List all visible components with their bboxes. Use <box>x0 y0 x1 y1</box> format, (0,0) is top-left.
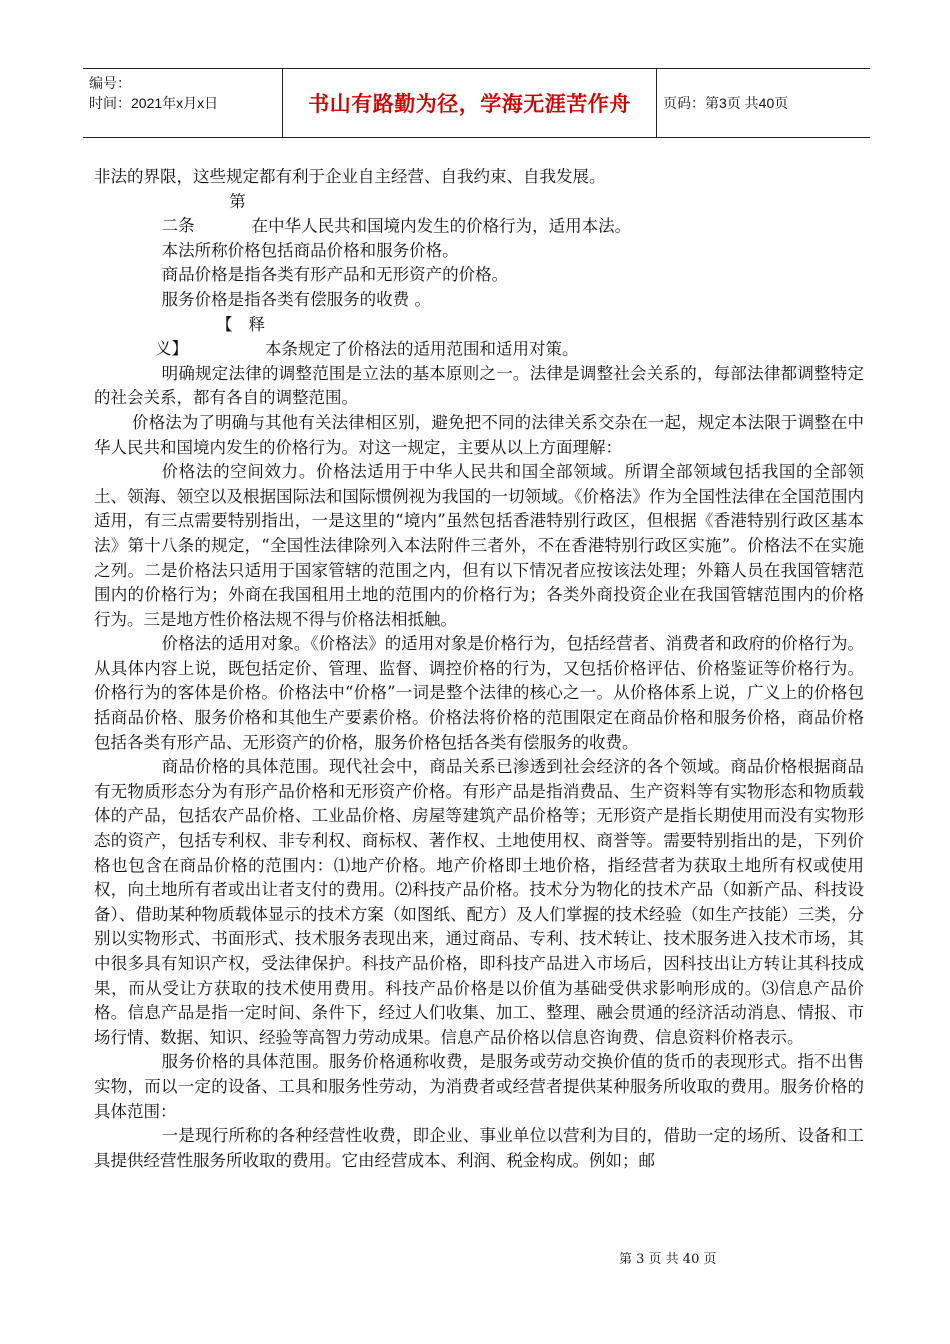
serial-label: 编号： <box>89 75 131 91</box>
article-paragraph <box>94 190 864 239</box>
header-motto: 书山有路勤为径，学海无涯苦作舟 <box>283 69 657 137</box>
paragraph: 非法的界限，这些规定都有利于企业自主经营、自我约束、自我发展。 <box>94 167 606 186</box>
article-text: 在中华人民共和国境内发生的价格行为，适用本法。 <box>251 216 632 236</box>
header-meta <box>83 69 283 137</box>
document-body <box>94 165 864 1173</box>
interpretation-paragraph <box>94 313 864 362</box>
paragraph: 商品价格的具体范围。现代社会中，商品关系已渗透到社会经济的各个领域。商品价格根据商品有无物质形态分为有形产品价格和无形资产价格。有形产品是指消费品、生产资料等有实物形态和物质载体的产品，包括农产品价格、工业品价格、房屋等建筑产品价格等；无形资产是指长期使用而没有实物形态的资产，包括专利权、非专利权、商标权、著作权、土地使用权、商誉等。需要特别指出的是，下列价格也包含在商品价格的范围内：⑴地产价格。地产价格即土地价格，指经营者为获取土地所有权或使用权，向土地所有者或出让者支付的费用。⑵科技产品价格。技术分为物化的技术产品（如新产品、科技设备）、借助某种物质载体显示的技术方案（如图纸、配方）及人们掌握的技术经验（如生产技能）三类，分别以实物形式、书面形式、技术服务表现出来，通过商品、专利、技术转让、技术服务进入技术市场，其中很多具有知识产权，受法律保护。科技产品价格，即科技产品进入市场后，因科技出让方转让其科技成果，而从受让方获取的技术使用费用。科技产品价格是以价值为基础受供求影响形成的。⑶信息产品价格。信息产品是指一定时间、条件下，经过人们收集、加工、整理、融会贯通的经济活动消息、情报、市场行情、数据、知识、经验等高智力劳动成果。信息产品价格以信息咨询费、信息资料价格表示。 <box>94 757 864 1047</box>
page-footer: 第 3 页 共 40 页 <box>619 1252 717 1267</box>
interpretation-label: 【释义】 <box>155 314 266 359</box>
paragraph: 价格法的适用对象。《价格法》的适用对象是价格行为，包括经营者、消费者和政府的价格行为。从具体内容上说，既包括定价、管理、监督、调控价格的行为，又包括价格评估、价格鉴证等价格行为。价格行为的客体是价格。价格法中“价格”一词是整个法律的核心之一。从价格体系上说，广义上的价格包括商品价格、服务价格和其他生产要素价格。价格法将价格的范围限定在商品价格和服务价格，商品价格包括各类有形产品、无形资产的价格，服务价格包括各类有偿服务的收费。 <box>94 634 864 752</box>
time-label: 时间：2021年x月x日 <box>89 95 219 111</box>
interpretation-text: 本条规定了价格法的适用范围和适用对策。 <box>265 339 579 359</box>
paragraph: 一是现行所称的各种经营性收费，即企业、事业单位以营利为目的，借助一定的场所、设备和工具提供经营性服务所收取的费用。它由经营成本、利润、税金构成。例如；邮 <box>94 1126 864 1170</box>
header-page-info: 页码：第3页 共40页 <box>663 95 789 111</box>
paragraph: 价格法为了明确与其他有关法律相区别，避免把不同的法律关系交杂在一起，规定本法限于调整在中华人民共和国境内发生的价格行为。对这一规定，主要从以上方面理解： <box>94 412 864 457</box>
document-header <box>83 68 870 138</box>
paragraph: 本法所称价格包括商品价格和服务价格。 <box>161 240 459 260</box>
paragraph: 服务价格是指各类有偿服务的收费 。 <box>161 289 431 309</box>
paragraph: 明确规定法律的调整范围是立法的基本原则之一。法律是调整社会关系的，每部法律都调整特定的社会关系，都有各自的调整范围。 <box>94 363 864 408</box>
paragraph: 价格法的空间效力。价格法适用于中华人民共和国全部领域。所谓全部领域包括我国的全部领土、领海、领空以及根据国际法和国际惯例视为我国的一切领域。《价格法》作为全国性法律在全国范围内适用，有三点需要特别指出，一是这里的“境内”虽然包括香港特别行政区，但根据《香港特别行政区基本法》第十八条的规定，“全国性法律除列入本法附件三者外，不在香港特别行政区实施”。价格法不在实施之列。二是价格法只适用于国家管辖的范围之内，但有以下情况者应按该法处理；外籍人员在我国管辖范围内的价格行为；外商在我国租用土地的范围内的价格行为；各类外商投资企业在我国管辖范围内的价格行为。三是地方性价格法规不得与价格法相抵触。 <box>94 462 864 629</box>
article-number: 第二条 <box>161 191 246 236</box>
paragraph: 商品价格是指各类有形产品和无形资产的价格。 <box>161 265 509 285</box>
paragraph: 服务价格的具体范围。服务价格通称收费，是服务或劳动交换价值的货币的表现形式。指不出售实物，而以一定的设备、工具和服务性劳动，为消费者或经营者提供某种服务所收取的费用。服务价格的具体范围： <box>94 1052 864 1121</box>
